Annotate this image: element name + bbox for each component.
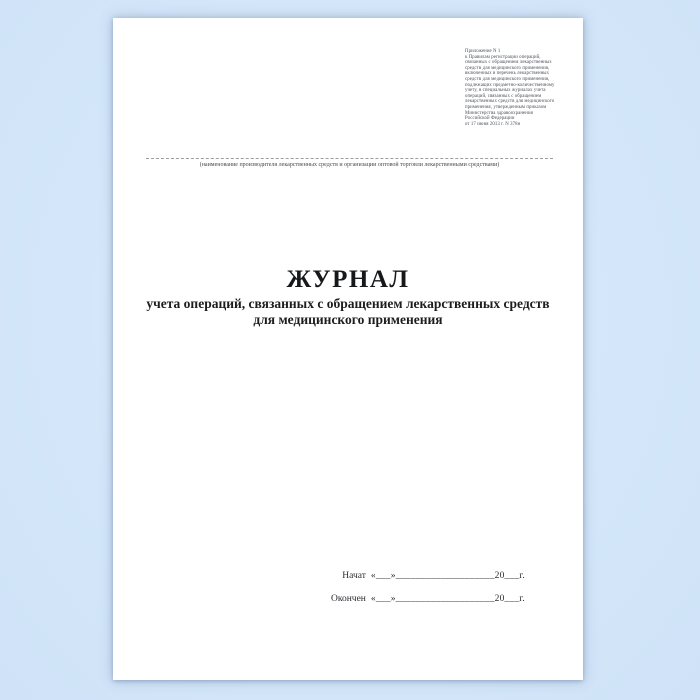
- finished-label: Окончен: [330, 594, 366, 604]
- annotation-line: от 17 июня 2013 г. N 378н: [465, 121, 521, 127]
- document-page: [113, 18, 583, 680]
- title-block: [113, 267, 583, 328]
- dates-block: [331, 571, 525, 605]
- started-date-row: [331, 571, 525, 582]
- legal-annotation-block: [465, 49, 563, 127]
- annotation-line: связанных с обращением лекарственных: [465, 60, 552, 66]
- organization-name-block: [146, 158, 553, 169]
- annotation-line: учету, в специальных журналах учета: [465, 88, 546, 94]
- document-subtitle-line1: учета операций, связанных с обращением лекарственных средств: [146, 296, 550, 311]
- document-title: ЖУРНАЛ: [286, 266, 410, 293]
- organization-fill-in-line: [146, 158, 553, 159]
- annotation-line: к Правилам регистрации операций,: [465, 54, 541, 60]
- annotation-line: средств для медицинского применения,: [465, 65, 550, 71]
- finished-blank-line: «___»____________________20___г.: [370, 594, 525, 604]
- annotation-line: Российской Федерации: [465, 116, 515, 122]
- started-label: Начат: [342, 571, 366, 581]
- annotation-line: применения, утвержденным приказом: [465, 104, 547, 110]
- annotation-line: средств для медицинского применения,: [465, 76, 550, 82]
- annotation-line: включенных в перечень лекарственных: [465, 71, 550, 77]
- started-blank-line: «___»____________________20___г.: [370, 571, 525, 581]
- annotation-line: операций, связанных с обращением: [465, 93, 542, 99]
- annotation-line: Приложение N 1: [465, 49, 501, 54]
- annotation-line: лекарственных средств для медицинского: [465, 99, 555, 105]
- annotation-line: Министерства здравоохранения: [465, 110, 533, 116]
- annotation-line: подлежащих предметно-количественному: [465, 82, 555, 88]
- organization-caption: (наименование производителя лекарственных средств и организации оптовой торговли лекарственными средствами): [199, 161, 500, 168]
- document-subtitle-line2: для медицинского применения: [253, 312, 443, 327]
- finished-date-row: [331, 594, 525, 605]
